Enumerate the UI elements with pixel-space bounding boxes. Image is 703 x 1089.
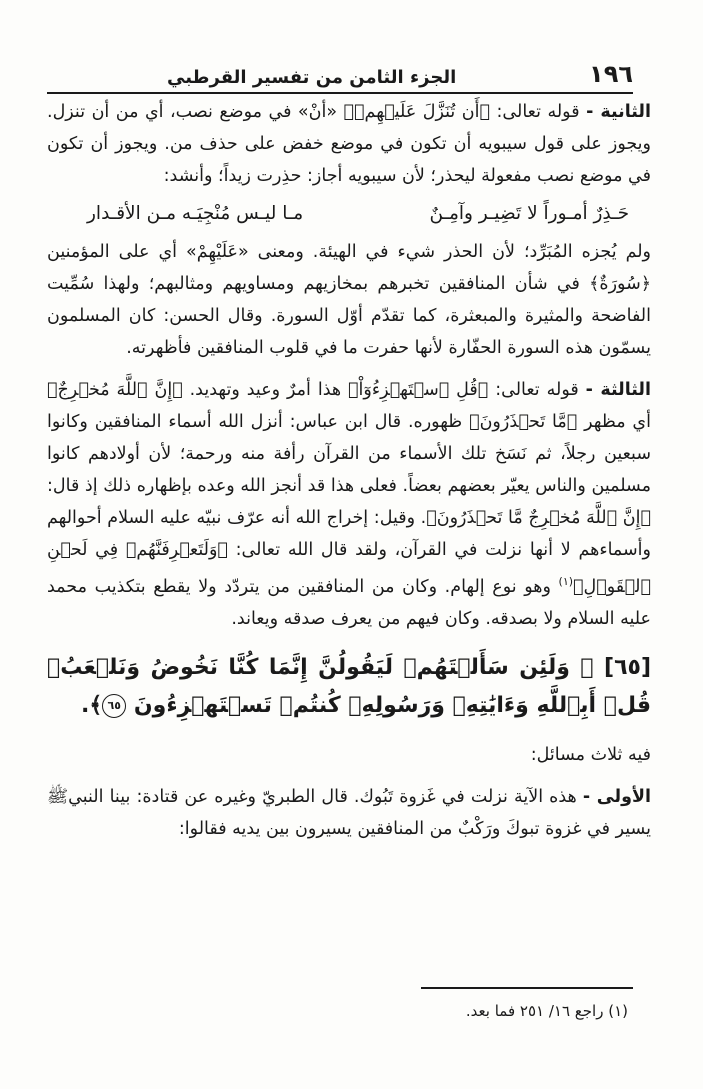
poem-line: [47, 192, 651, 236]
paragraph-text: قوله تعالى: ﴿قُلِ ٱسۡتَهۡزِءُوٓاْ﴾ هذا أمرٌ وعيد وتهديد. ﴿إِنَّ ٱللَّهَ مُخۡرِجٌ﴾ أي مظهر ﴿مَّا تَحۡذَرُونَ﴾ ظهوره. قال ابن عباس: أنزل الله أسماء المنافقين وكانوا سبعين رجلاً، ثم نَسَخ تلك الأسماء من القرآن رأفة منه ورحمة؛ لأن أولادهم كانوا مسلمين والناس يعيّر بعضهم بعضاً. فعلى هذا قد أنجز الله وعده بإظهاره ذلك إذ قال: ﴿إِنَّ ٱللَّهَ مُخۡرِجٌ مَّا تَحۡذَرُونَ﴾. وقيل: إخراج الله أنه عرّف نبيّه عليه السلام أحوالهم وأسماءهم لا أنها نزلت في القرآن، ولقد قال الله تعالى: ﴿وَلَتَعۡرِفَنَّهُمۡ فِي لَحۡنِ ٱلۡقَوۡلِ﴾: [47, 380, 651, 597]
spacer: [47, 725, 651, 739]
verse-number: [٦٥]: [604, 654, 651, 680]
paragraph-second-continued: [47, 236, 651, 364]
footnote-marker: (١): [558, 575, 574, 588]
poem-hemistich-second: مـا ليـس مُنْجِيَـه مـن الأقـدار: [87, 203, 304, 224]
footnote-divider: [421, 987, 633, 989]
section-lead-second: الثانية -: [586, 102, 651, 122]
paragraph-text: قوله تعالى: ﴿أَن تُنَزَّلَ عَلَيۡهِمۡ﴾ «أنْ» في موضع نصب، أي من أن تنزل. ويجوز على قول سيبويه أن تكون في موضع خفض على حذف من. ويجوز أن تكون في موضع نصب مفعولة ليحذر؛ لأن سيبويه أجاز: حذِرت زيداً؛ وأنشد:: [47, 102, 651, 186]
issues-intro: فيه ثلاث مسائل:: [530, 744, 651, 765]
paragraph-first-issue: [47, 781, 651, 845]
page-number: ١٩٦: [589, 60, 633, 88]
page-header: [47, 54, 633, 94]
verse-close: ﴾.: [80, 692, 103, 718]
paragraph-text: هذه الآية نزلت في غَزوة تَبُوك. قال الطبريّ وغيره عن قتادة: بينا النبيﷺ يسير في غزوة تبوكَ ورَكْبٌ من المنافقين يسيرون بين يديه فقالوا:: [47, 786, 651, 839]
paragraph-text-tail: وهو نوع إلهام. وكان من المنافقين من يتردّد ولا يقطع بتكذيب محمد عليه السلام ولا بصدقه. وكان فيهم من يعرف صدقه ويعاند.: [47, 576, 651, 629]
section-lead-first: الأولى -: [582, 786, 651, 807]
aya-end-marker: ٦٥: [102, 694, 126, 718]
running-title: الجزء الثامن من تفسير القرطبي: [167, 67, 457, 88]
poem-hemistich-first: حَـذِرٌ أمـوراً لا تَضِيـر وآمِـنٌ: [429, 203, 629, 224]
quran-verse: [47, 649, 651, 725]
spacer: [47, 364, 651, 374]
paragraph-third-issue: [47, 374, 651, 635]
section-lead-third: الثالثة -: [585, 380, 651, 400]
paragraph-text: ولم يُجزه المُبَرِّد؛ لأن الحذر شيء في الهيئة. ومعنى «عَلَيْهِمْ» أي على المؤمنين ﴿سُورَةٌ﴾ في شأن المنافقين تخبرهم بمخازيهم ومساويهم ومثالبهم؛ ولهذا سُمِّيت الفاضحة والمثيرة والمبعثرة، كما تقدّم أوّل السورة. وقال الحسن: كان المسلمون يسمّون هذه السورة الحفّارة لأنها حفرت ما في قلوب المنافقين فأظهرته.: [47, 242, 651, 358]
paragraph-second-issue: [47, 96, 651, 192]
verse-text: ﴿ وَلَئِن سَأَلۡتَهُمۡ لَيَقُولُنَّ إِنَّمَا كُنَّا نَخُوضُ وَنَلۡعَبُۚ قُلۡ أَبِٱللَّهِ وَءَايَٰتِهِۦ وَرَسُولِهِۦ كُنتُمۡ تَسۡتَهۡزِءُونَ: [47, 654, 651, 718]
footnote: (١) راجع ١٦/ ٢٥١ فما بعد.: [465, 1002, 628, 1020]
spacer: [47, 771, 651, 781]
main-text: [47, 96, 651, 845]
spacer: [47, 635, 651, 649]
